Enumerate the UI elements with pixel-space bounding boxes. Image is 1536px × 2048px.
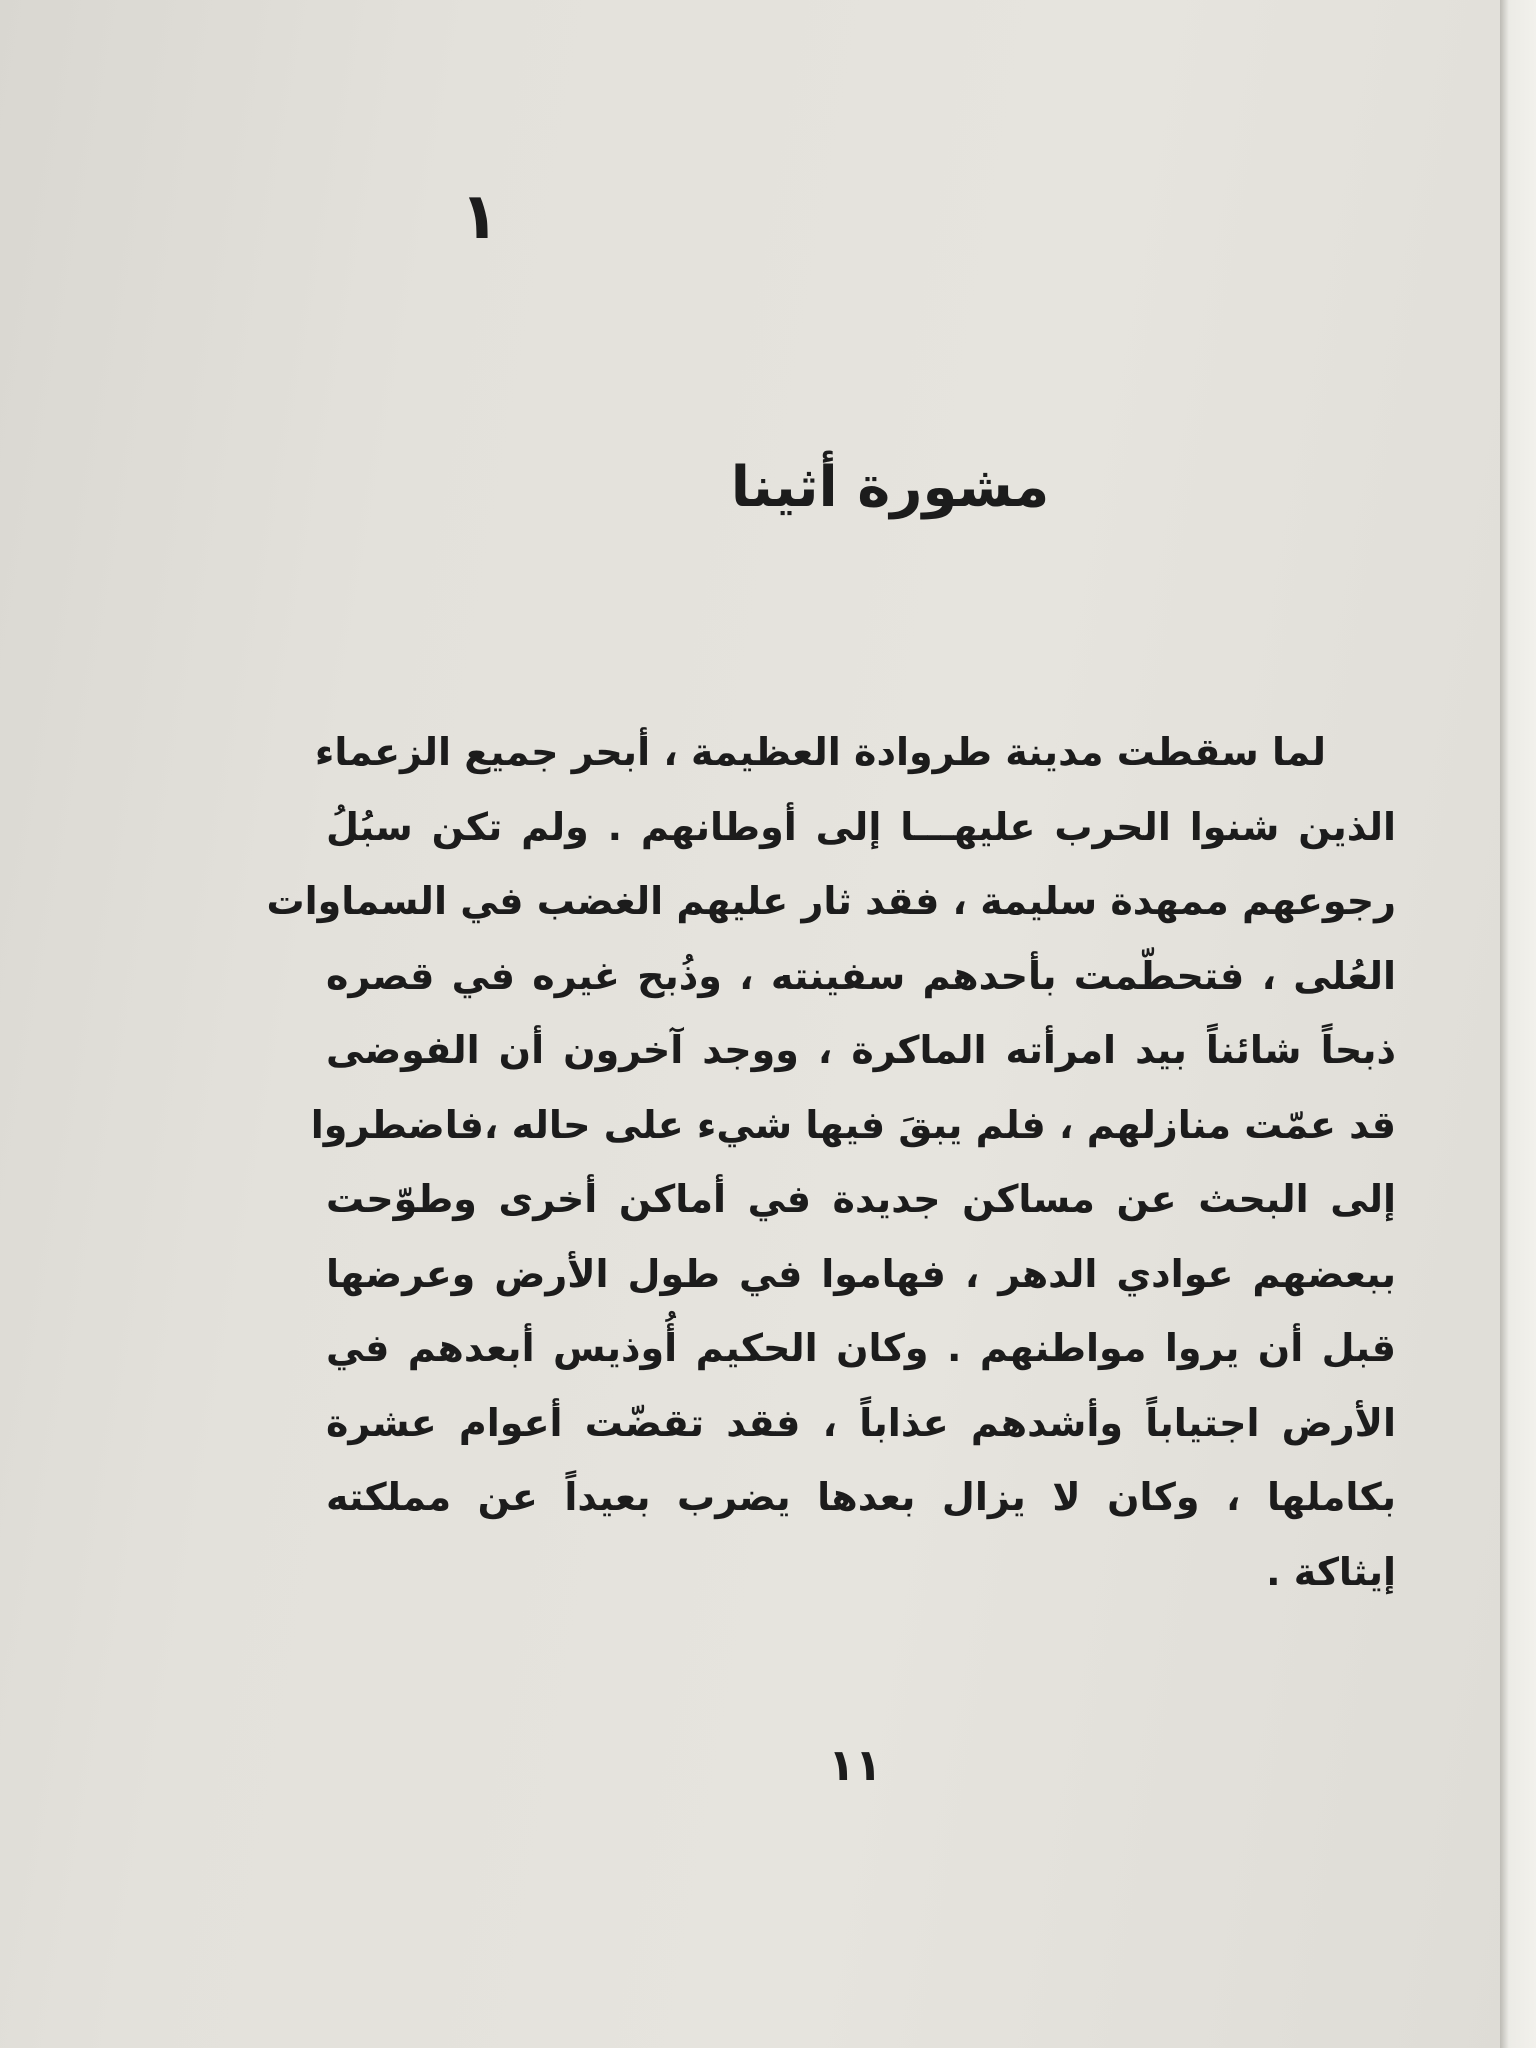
text-line: رجوعهم ممهدة سليمة ، فقد ثار عليهم الغضب في السماوات: [266, 879, 1396, 923]
adjacent-page-edge: [1500, 0, 1536, 2048]
chapter-title: مشورة أثينا: [730, 455, 1050, 520]
text-line: إيثاكة .: [1266, 1549, 1396, 1594]
text-line: ببعضهم عوادي الدهر ، فهاموا في طول الأرض وعرضها: [326, 1251, 1396, 1296]
chapter-number: ١: [460, 180, 500, 254]
text-line: قد عمّت منازلهم ، فلم يبقَ فيها شيء على حاله ،فاضطروا: [310, 1102, 1396, 1147]
text-line: الذين شنوا الحرب عليهـــا إلى أوطانهم . ولم تكن سبُلُ: [326, 804, 1396, 849]
body-paragraph: [266, 715, 1396, 1609]
text-line: قبل أن يروا مواطنهم . وكان الحكيم أُوذيس أبعدهم في: [326, 1326, 1396, 1370]
page-number: ١١: [828, 1740, 882, 1791]
text-line: الأرض اجتياباً وأشدهم عذاباً ، فقد تقضّت أعوام عشرة: [326, 1400, 1396, 1445]
text-line: إلى البحث عن مساكن جديدة في أماكن أخرى وطوّحت: [326, 1177, 1396, 1221]
text-line: بكاملها ، وكان لا يزال بعدها يضرب بعيداً عن مملكته: [326, 1475, 1396, 1519]
text-line: العُلى ، فتحطّمت بأحدهم سفينته ، وذُبح غيره في قصره: [326, 953, 1396, 998]
text-line: ذبحاً شائناً بيد امرأته الماكرة ، ووجد آخرون أن الفوضى: [326, 1028, 1396, 1072]
text-line: لما سقطت مدينة طروادة العظيمة ، أبحر جميع الزعماء: [314, 730, 1326, 774]
